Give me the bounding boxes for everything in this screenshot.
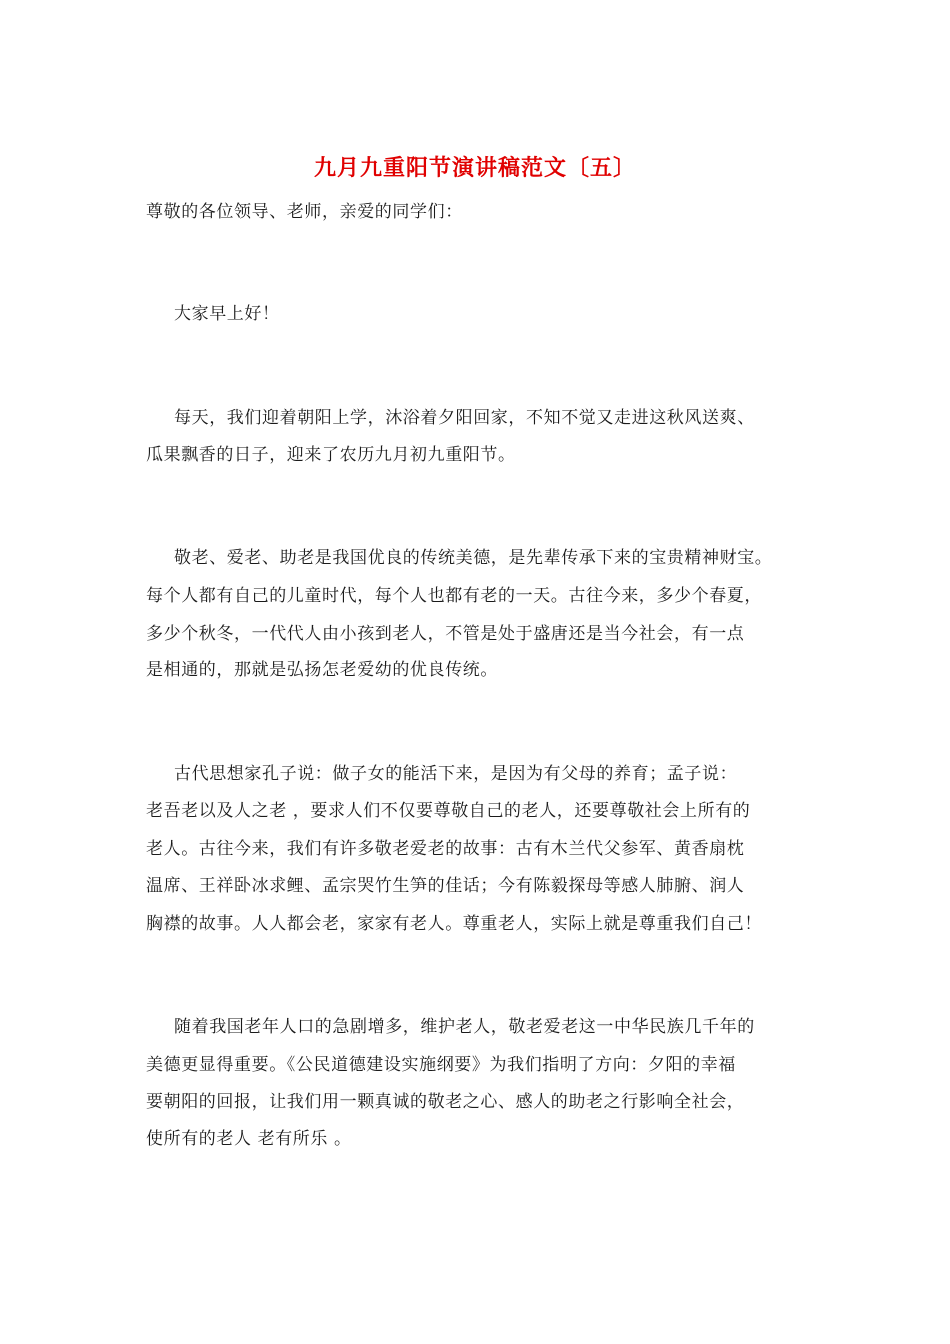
paragraph-5-line-4: 使所有的老人 老有所乐 。 — [146, 1129, 352, 1149]
paragraph-4-line-2: 老吾老以及人之老 ，要求人们不仅要尊敬自己的老人，还要尊敬社会上所有的 — [146, 801, 751, 821]
paragraph-2-line-2: 瓜果飘香的日子，迎来了农历九月初九重阳节。 — [146, 445, 516, 465]
paragraph-5-line-2: 美德更显得重要。《公民道德建设实施纲要》为我们指明了方向：夕阳的幸福 — [146, 1055, 736, 1075]
paragraph-4-line-5: 胸襟的故事。人人都会老，家家有老人。尊重老人，实际上就是尊重我们自己！ — [146, 914, 762, 934]
paragraph-3-line-1: 敬老、爱老、助老是我国优良的传统美德，是先辈传承下来的宝贵精神财宝。 — [174, 548, 773, 568]
paragraph-3-line-3: 多少个秋冬，一代代人由小孩到老人，不管是处于盛唐还是当今社会，有一点 — [146, 624, 745, 644]
paragraph-4-line-3: 老人。古往今来，我们有许多敬老爱老的故事：古有木兰代父参军、黄香扇枕 — [146, 839, 745, 859]
paragraph-4-line-4: 温席、王祥卧冰求鲤、孟宗哭竹生笋的佳话；今有陈毅探母等感人肺腑、润人 — [146, 876, 745, 896]
greeting-line: 尊敬的各位领导、老师，亲爱的同学们： — [146, 202, 463, 222]
paragraph-1-line-1: 大家早上好！ — [174, 304, 280, 324]
document-title: 九月九重阳节演讲稿范文〔五〕 — [313, 155, 636, 181]
paragraph-5-line-1: 随着我国老年人口的急剧增多，维护老人，敬老爱老这一中华民族几千年的 — [174, 1017, 755, 1037]
paragraph-4-line-1: 古代思想家孔子说：做子女的能活下来，是因为有父母的养育；孟子说： — [174, 764, 738, 784]
paragraph-5-line-3: 要朝阳的回报，让我们用一颗真诚的敬老之心、感人的助老之行影响全社会， — [146, 1092, 745, 1112]
paragraph-2-line-1: 每天，我们迎着朝阳上学，沐浴着夕阳回家，不知不觉又走进这秋风送爽、 — [174, 408, 755, 428]
paragraph-3-line-2: 每个人都有自己的儿童时代，每个人也都有老的一天。古往今来，多少个春夏， — [146, 586, 762, 606]
paragraph-3-line-4: 是相通的，那就是弘扬怎老爱幼的优良传统。 — [146, 660, 498, 680]
